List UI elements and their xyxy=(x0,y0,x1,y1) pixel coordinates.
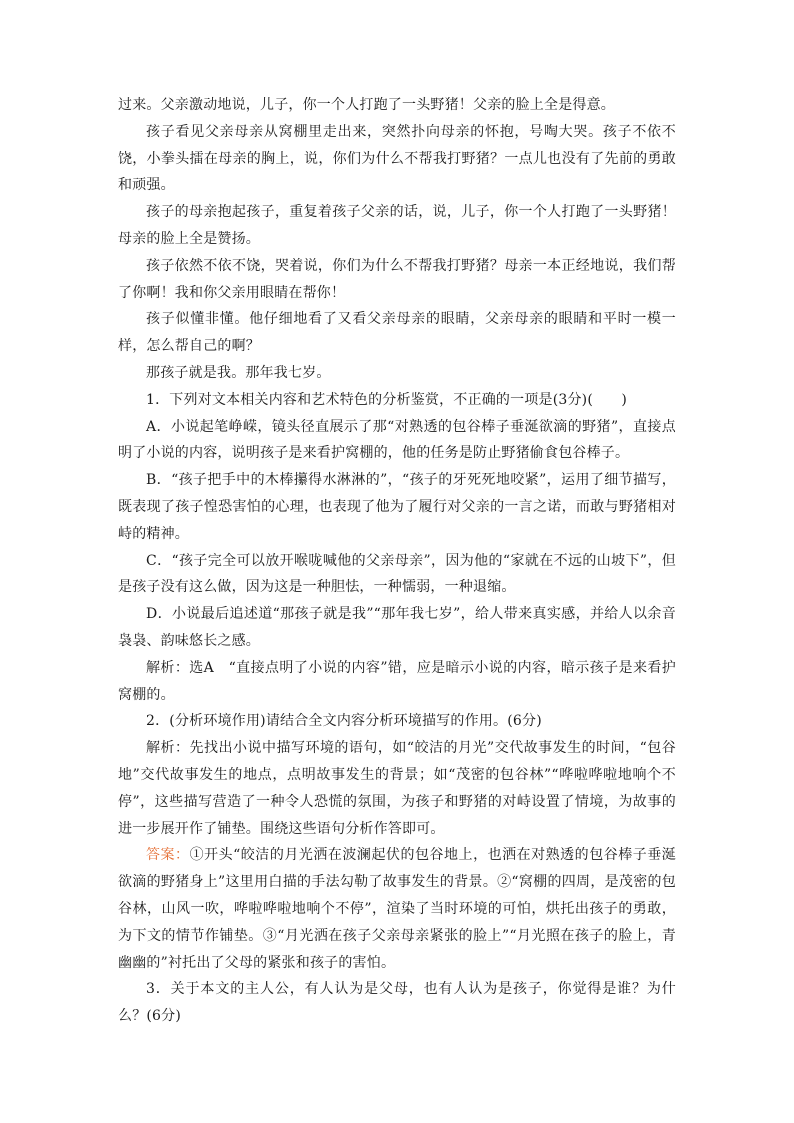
question-2-stem: 2．(分析环境作用)请结合全文内容分析环境描写的作用。(6分) xyxy=(146,713,542,730)
question-1-option-b: B．“孩子把手中的木棒攥得水淋淋的”，“孩子的牙死死地咬紧”，运用了细节描写，既表现了孩子惶恐害怕的心理，也表现了他为了履行对父亲的一言之诺，而敢与野猪相对峙的精神。 xyxy=(118,472,676,542)
question-1-stem: 1．下列对文本相关内容和艺术特色的分析鉴赏，不正确的一项是(3分)( ) xyxy=(146,391,628,408)
story-paragraph-2: 孩子看见父亲母亲从窝棚里走出来，突然扑向母亲的怀抱，号啕大哭。孩子不依不饶，小拳头擂在母亲的胸上，说，你们为什么不帮我打野猪？一点儿也没有了先前的勇敢和顽强。 xyxy=(118,123,676,194)
question-1-option-c: C．“孩子完全可以放开喉咙喊他的父亲母亲”，因为他的“家就在不远的山坡下”，但是孩子没有这么做，因为这是一种胆怯，一种懦弱，一种退缩。 xyxy=(118,552,676,596)
question-1-analysis: 解析：选A “直接点明了小说的内容”错，应是暗示小说的内容，暗示孩子是来看护窝棚的。 xyxy=(118,659,676,703)
document-page xyxy=(118,92,676,1030)
question-3-stem: 3．关于本文的主人公，有人认为是父母，也有人认为是孩子，你觉得是谁？为什么？(6分) xyxy=(118,981,676,1025)
question-2-answer xyxy=(118,842,676,976)
question-1-option-a: A．小说起笔峥嵘，镜头径直展示了那“对熟透的包谷棒子垂涎欲滴的野猪”，直接点明了小说的内容，说明孩子是来看护窝棚的，他的任务是防止野猪偷食包谷棒子。 xyxy=(118,418,676,462)
question-2-analysis: 解析：先找出小说中描写环境的语句，如“皎洁的月光”交代故事发生的时间，“包谷地”交代故事发生的地点，点明故事发生的背景；如“茂密的包谷林”“哗啦哗啦地响个不停”，这些描写营造了一种令人恐慌的氛围，为孩子和野猪的对峙设置了情境，为故事的进一步展开作了铺垫。围绕这些语句分析作答即可。 xyxy=(118,740,676,837)
answer-label: 答案： xyxy=(146,847,190,864)
story-paragraph-6: 那孩子就是我。那年我七岁。 xyxy=(146,364,331,381)
answer-text: ①开头“皎洁的月光洒在波澜起伏的包谷地上，也洒在对熟透的包谷棒子垂涎欲滴的野猪身上”这里用白描的手法勾勒了故事发生的背景。②“窝棚的四周，是茂密的包谷林，山风一吹，哗啦哗啦地响个不停”，渲染了当时环境的可怕，烘托出孩子的勇敢，为下文的情节作铺垫。③“月光洒在孩子父亲母亲紧张的脸上”“月光照在孩子的脸上，青幽幽的”衬托出了父母的紧张和孩子的害怕。 xyxy=(118,847,676,971)
question-1-option-d: D．小说最后追述道“那孩子就是我”“那年我七岁”，给人带来真实感，并给人以余音袅袅、韵味悠长之感。 xyxy=(118,606,676,649)
story-paragraph-4: 孩子依然不依不饶，哭着说，你们为什么不帮我打野猪？母亲一本正经地说，我们帮了你啊！我和你父亲用眼睛在帮你！ xyxy=(118,257,676,301)
story-paragraph-3: 孩子的母亲抱起孩子，重复着孩子父亲的话，说，儿子，你一个人打跑了一头野猪！母亲的脸上全是赞扬。 xyxy=(118,204,676,247)
story-paragraph-5: 孩子似懂非懂。他仔细地看了又看父亲母亲的眼睛，父亲母亲的眼睛和平时一模一样，怎么帮自己的啊？ xyxy=(118,311,676,355)
story-paragraph-1: 过来。父亲激动地说，儿子，你一个人打跑了一头野猪！父亲的脸上全是得意。 xyxy=(118,97,615,113)
